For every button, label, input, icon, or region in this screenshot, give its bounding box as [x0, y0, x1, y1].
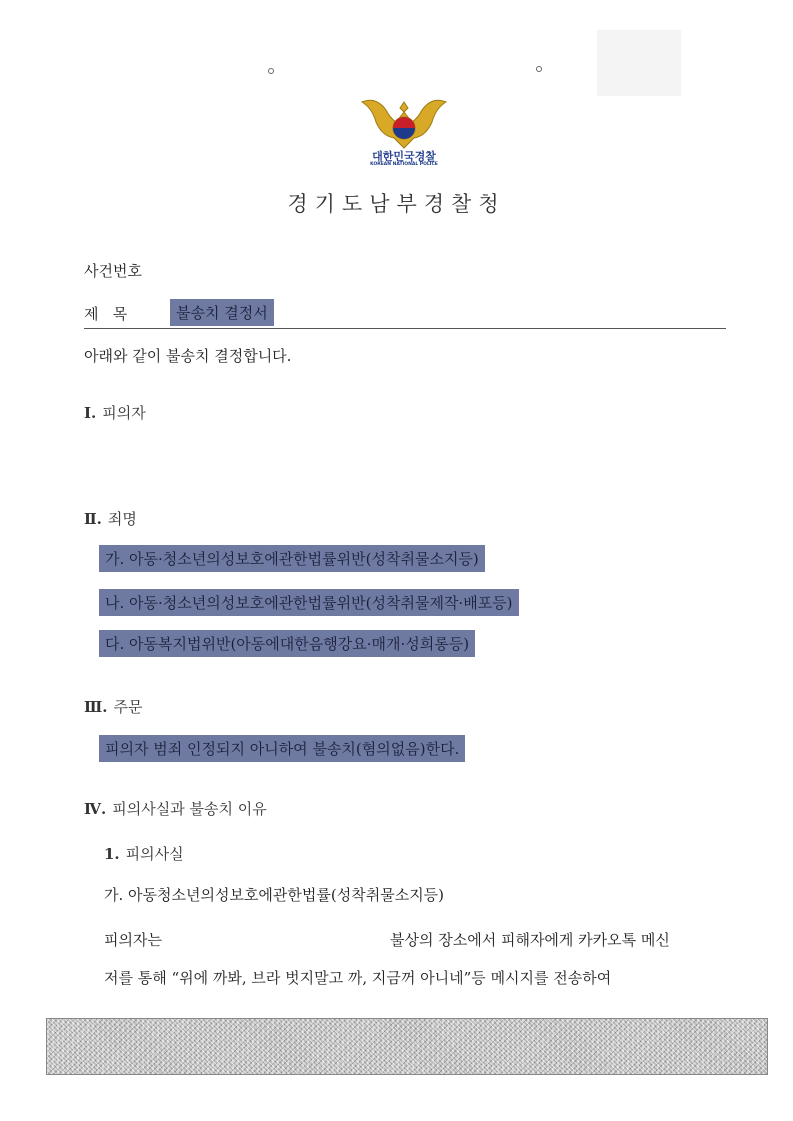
scan-dot [536, 66, 542, 72]
redaction-box [597, 30, 681, 96]
charge-heading: 가. 아동청소년의성보호에관한법률(성착취물소지등) [104, 886, 445, 904]
paragraph-line2: 저를 통해 “위에 까봐, 브라 벗지말고 까, 지금꺼 아니네”등 메시지를 전송하여 [104, 969, 612, 987]
paragraph-line1-end: 불상의 장소에서 피해자에게 카카오톡 메신 [390, 931, 670, 949]
title-label: 제 목 [84, 305, 128, 323]
scan-dot [268, 68, 274, 74]
section-3-heading [84, 696, 142, 717]
section-3-numeral: Ⅲ. [84, 698, 108, 716]
section-1-numeral: Ⅰ. [84, 404, 97, 422]
section-4-numeral: Ⅳ. [84, 800, 107, 818]
subsection-1-title: 피의사실 [125, 845, 184, 863]
charge-item: 나. 아동·청소년의성보호에관한법률위반(성착취물제작·배포등) [99, 589, 519, 616]
case-number-label: 사건번호 [84, 262, 142, 280]
intro-text: 아래와 같이 불송치 결정합니다. [84, 347, 292, 365]
section-3-title: 주문 [113, 698, 143, 716]
charge-item: 다. 아동복지법위반(아동에대한음행강요·매개·성희롱등) [99, 630, 475, 657]
emblem-korean-text: 대한민국경찰 [372, 150, 436, 163]
section-4-title: 피의사실과 불송치 이유 [112, 800, 267, 818]
paragraph-line1-start: 피의자는 [104, 931, 162, 949]
order-text: 피의자 범죄 인정되지 아니하여 불송치(혐의없음)한다. [99, 735, 465, 762]
section-4-heading [84, 798, 267, 819]
charge-item: 가. 아동·청소년의성보호에관한법률위반(성착취물소지등) [99, 545, 485, 572]
section-1-heading [84, 402, 146, 423]
section-2-numeral: Ⅱ. [84, 510, 102, 528]
emblem-english-text: KOREAN NATIONAL POLICE [370, 162, 438, 167]
divider [84, 328, 726, 329]
section-1-title: 피의자 [102, 404, 146, 422]
agency-title: 경기도남부경찰청 [287, 192, 506, 216]
redacted-area [46, 1018, 768, 1075]
title-value: 불송치 결정서 [170, 299, 274, 326]
subsection-1-heading [104, 843, 184, 864]
section-2-title: 죄명 [107, 510, 137, 528]
subsection-1-numeral: 1. [104, 845, 120, 863]
section-2-heading [84, 508, 137, 529]
